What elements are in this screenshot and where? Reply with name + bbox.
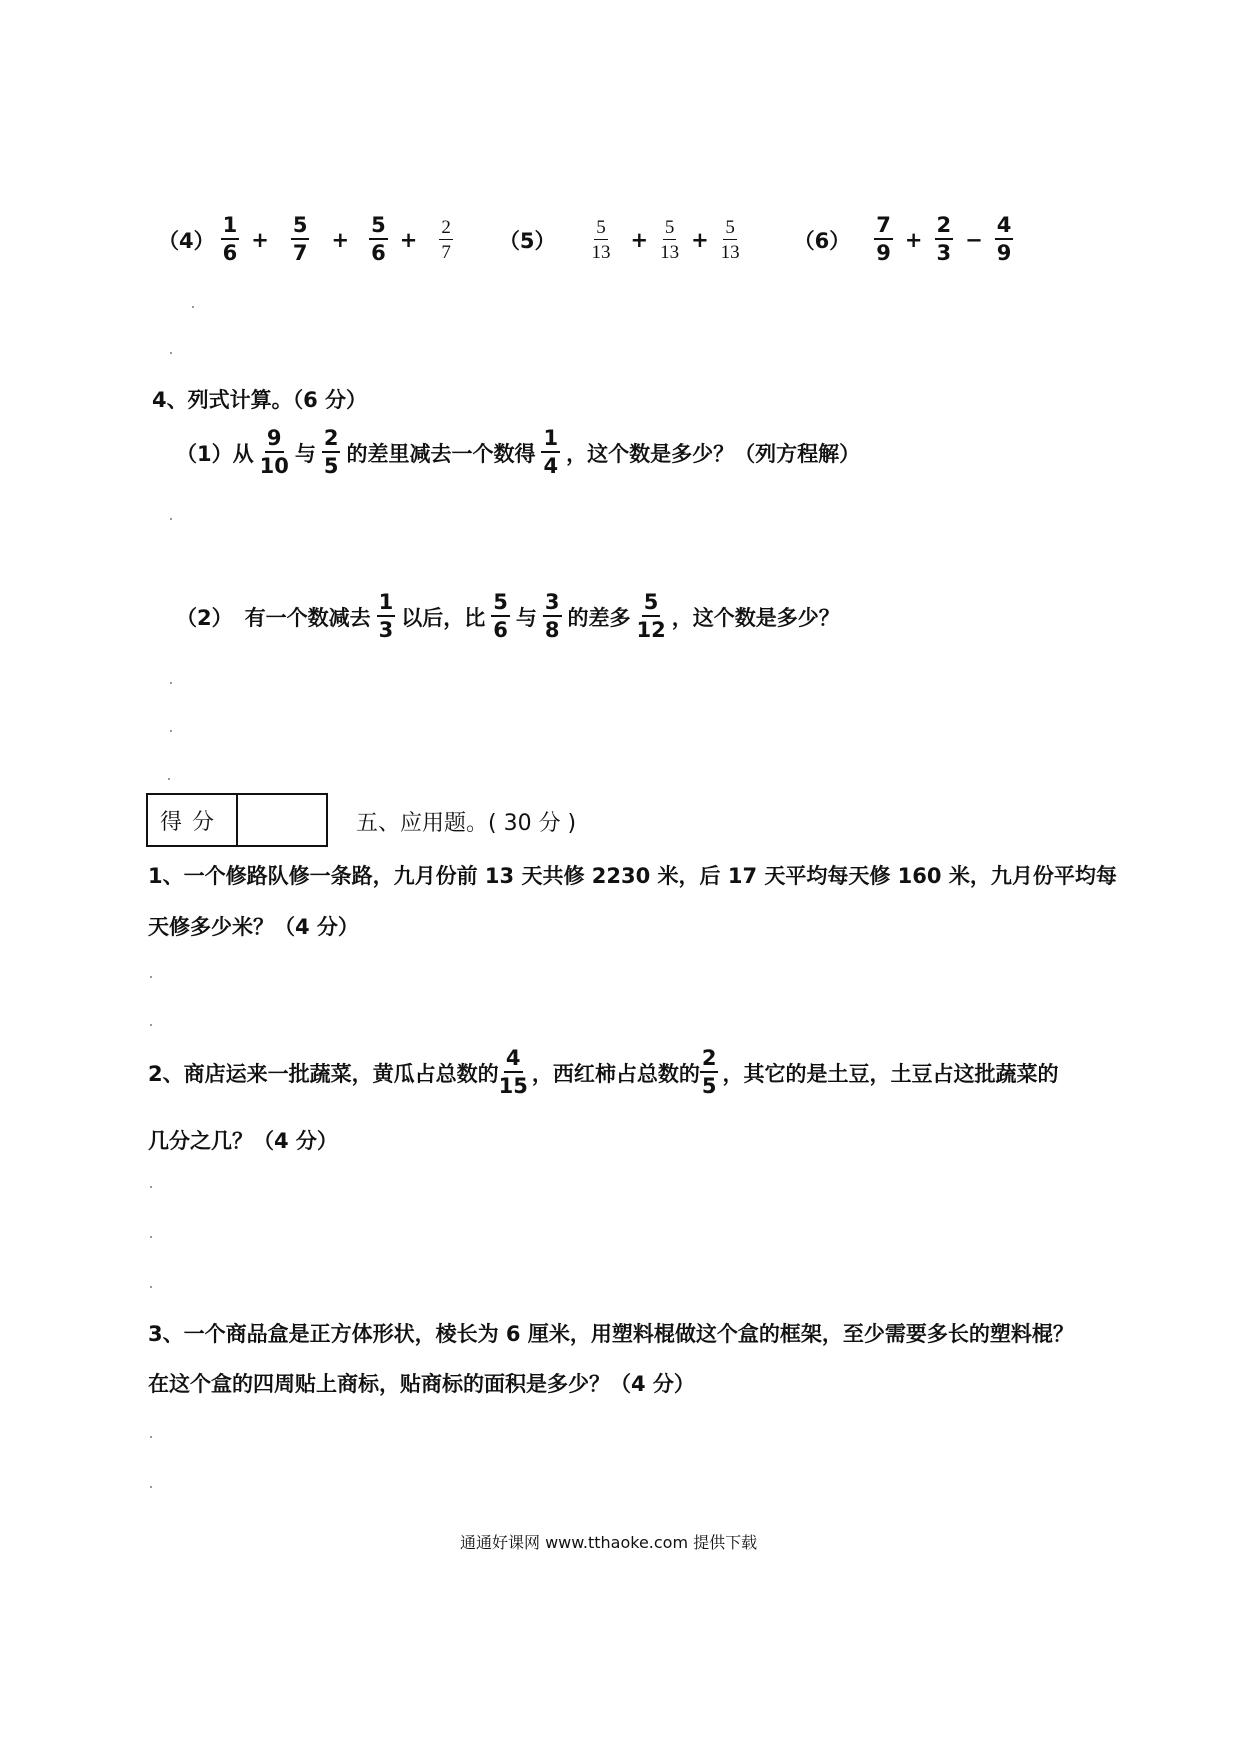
operator: + bbox=[691, 227, 709, 252]
fraction: $\frac{2}{3}$ bbox=[936, 213, 952, 265]
fraction: $\frac{9}{10}$ bbox=[259, 426, 289, 478]
fraction: $\frac{5}{13}$ bbox=[660, 216, 680, 263]
operator: + bbox=[251, 227, 269, 252]
text: ，西红柿占总数的 bbox=[531, 1061, 700, 1086]
score-box bbox=[146, 793, 328, 847]
scan-mark bbox=[192, 306, 194, 308]
scan-mark bbox=[168, 778, 170, 780]
fraction: $\frac{2}{7}$ bbox=[441, 216, 451, 263]
text: 有一个数减去 bbox=[244, 605, 371, 630]
problem-1-line-1: 1、一个修路队修一条路，九月份前 13 天共修 2230 米，后 17 天平均每天修 160 米，九月份平均每 bbox=[148, 864, 1117, 888]
text: 的差里减去一个数得 bbox=[346, 441, 536, 466]
text: 与 bbox=[294, 441, 316, 466]
scan-mark bbox=[170, 352, 172, 354]
text: 以后，比 bbox=[401, 605, 486, 630]
scan-mark bbox=[150, 1486, 152, 1488]
fraction: $\frac{4}{15}$ bbox=[498, 1046, 528, 1098]
question-4-part-2 bbox=[176, 592, 840, 641]
problem-4-label: （4） bbox=[158, 228, 215, 253]
text: ，这个数是多少？（列方程解） bbox=[566, 441, 861, 466]
text: 的差多 bbox=[567, 605, 631, 630]
problem-3-line-2: 在这个盒的四周贴上商标，贴商标的面积是多少？（4 分） bbox=[148, 1372, 695, 1396]
text: ，这个数是多少？ bbox=[671, 605, 840, 630]
scan-mark bbox=[170, 682, 172, 684]
scan-mark bbox=[170, 730, 172, 732]
question-4-part-1 bbox=[176, 428, 860, 477]
section-5-title: 五、应用题。( 30 分 ) bbox=[356, 811, 577, 836]
scan-mark bbox=[150, 1236, 152, 1238]
fraction: $\frac{3}{8}$ bbox=[544, 590, 560, 642]
fraction: $\frac{5}{12}$ bbox=[636, 590, 666, 642]
operator: + bbox=[904, 227, 923, 252]
fraction: $\frac{5}{13}$ bbox=[720, 216, 740, 263]
scan-mark bbox=[150, 1286, 152, 1288]
operator: − bbox=[965, 227, 983, 252]
fraction: $\frac{4}{9}$ bbox=[996, 213, 1012, 265]
text: （1）从 bbox=[176, 441, 254, 466]
fraction: $\frac{1}{4}$ bbox=[543, 426, 559, 478]
scan-mark bbox=[150, 976, 152, 978]
problem-1-line-2: 天修多少米？（4 分） bbox=[148, 915, 359, 939]
fraction: $\frac{7}{9}$ bbox=[876, 213, 891, 265]
problem-5-label: （5） bbox=[498, 228, 556, 253]
fraction: $\frac{5}{13}$ bbox=[591, 216, 611, 263]
fraction: $\frac{5}{7}$ bbox=[292, 213, 308, 265]
fraction: $\frac{1}{3}$ bbox=[378, 590, 394, 642]
text: （2） bbox=[176, 605, 233, 630]
scan-mark bbox=[150, 1436, 152, 1438]
text: 与 bbox=[515, 605, 537, 630]
fraction: $\frac{2}{5}$ bbox=[323, 426, 339, 478]
fraction: $\frac{1}{6}$ bbox=[222, 213, 238, 265]
text: 2、商店运来一批蔬菜，黄瓜占总数的 bbox=[148, 1061, 499, 1086]
footer-text: 通通好课网 www.tthaoke.com 提供下载 bbox=[460, 1533, 758, 1552]
problem-3-line-1: 3、一个商品盒是正方体形状，棱长为 6 厘米，用塑料棍做这个盒的框架，至少需要多长的塑料棍？ bbox=[148, 1322, 1074, 1346]
fraction: $\frac{2}{5}$ bbox=[701, 1046, 717, 1098]
problem-2-line-1 bbox=[148, 1048, 1058, 1097]
calc-row bbox=[158, 215, 1019, 264]
operator: + bbox=[630, 227, 649, 252]
scan-mark bbox=[170, 518, 172, 520]
question-4-title: 4、列式计算。（6 分） bbox=[152, 388, 368, 412]
scan-mark bbox=[150, 1186, 152, 1188]
score-label: 得分 bbox=[148, 795, 238, 845]
operator: + bbox=[399, 227, 418, 252]
text: ，其它的是土豆，土豆占这批蔬菜的 bbox=[722, 1061, 1059, 1086]
operator: + bbox=[331, 227, 350, 252]
problem-6-label: （6） bbox=[793, 228, 851, 253]
scan-mark bbox=[150, 1024, 152, 1026]
fraction: $\frac{5}{6}$ bbox=[371, 213, 386, 265]
problem-2-line-2: 几分之几？（4 分） bbox=[148, 1129, 338, 1153]
fraction: $\frac{5}{6}$ bbox=[493, 590, 508, 642]
score-field[interactable] bbox=[238, 795, 326, 845]
